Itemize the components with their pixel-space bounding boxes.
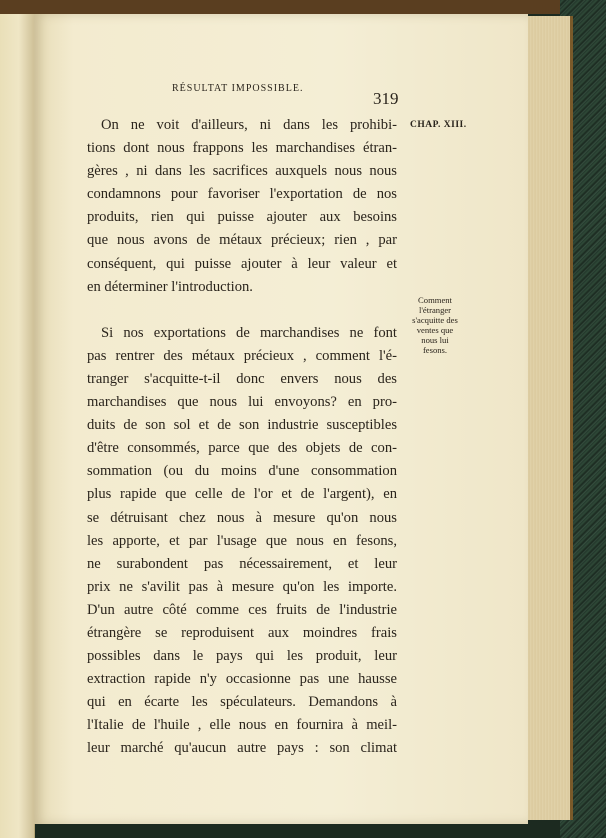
text-line: que nous avons de métaux précieux; rien , par <box>87 232 397 249</box>
body-text <box>87 114 397 761</box>
text-line: ne surabondent pas nécessairement, et leur <box>87 555 397 572</box>
text-line: prix ne s'avilit pas à mesure qu'on les importe. <box>87 578 397 595</box>
text-line: condamnons pour favoriser l'exportation de nos <box>87 186 397 203</box>
text-line: Si nos exportations de marchandises ne font <box>101 324 397 341</box>
side-chapter-label: CHAP. XIII. <box>410 120 467 130</box>
text-line: se détruisant chez nous à mesure qu'on nous <box>87 509 397 526</box>
text-line: D'un autre côté comme ces fruits de l'industrie <box>87 601 397 618</box>
marginal-note-line: Comment <box>418 295 452 305</box>
text-line: l'Italie de l'huile , elle nous en fournira à meil- <box>87 717 397 734</box>
text-line: gères , ni dans les sacrifices auxquels nous nous <box>87 163 397 180</box>
marginal-note-line: s'acquitte des <box>412 315 458 325</box>
text-line: d'être consommés, parce que des objets de con- <box>87 440 397 457</box>
text-line: qui en écarte les spéculateurs. Demandons à <box>87 694 397 711</box>
text-line: tions dont nous frappons les marchandises étran- <box>87 140 397 157</box>
facing-page-edge <box>0 14 35 838</box>
text-line: en déterminer l'introduction. <box>87 278 253 295</box>
text-line: tranger s'acquitte-t-il donc envers nous des <box>87 370 397 387</box>
marginal-note-line: ventes que <box>416 325 454 335</box>
book-cover-edge <box>0 0 560 14</box>
marginal-note <box>400 295 470 355</box>
marginal-note-line: nous lui <box>421 335 449 345</box>
text-line: sommation (ou du moins d'une consommation <box>87 463 397 480</box>
text-line: conséquent, qui puisse ajouter à leur valeur et <box>87 255 397 272</box>
text-line: plus rapide que celle de l'or et de l'argent), en <box>87 486 397 503</box>
text-line: produits, rien qui puisse ajouter aux besoins <box>87 209 397 226</box>
text-line: pas rentrer des métaux précieux , comment l'é- <box>87 347 397 364</box>
text-line: duits de son sol et de son industrie susceptibles <box>87 417 397 434</box>
text-line: les apporte, et par l'usage que nous en fesons, <box>87 532 397 549</box>
text-line: extraction rapide n'y occasionne pas une hausse <box>87 671 397 688</box>
text-line: étrangère se reproduisent aux moindres frais <box>87 624 397 641</box>
running-head: RÉSULTAT IMPOSSIBLE. <box>172 83 304 94</box>
marginal-note-line: fesons. <box>422 345 448 355</box>
page-number: 319 <box>373 89 399 108</box>
paragraph-gap <box>87 299 397 322</box>
text-line: marchandises que nous lui envoyons? en pro- <box>87 394 397 411</box>
paragraph <box>87 114 397 299</box>
text-line: leur marché qu'aucun autre pays : son climat <box>87 740 397 757</box>
marginal-note-line: l'étranger <box>418 305 452 315</box>
paragraph <box>87 322 397 761</box>
text-line: On ne voit d'ailleurs, ni dans les prohibi- <box>101 117 397 133</box>
text-line: possibles dans le pays qui les produit, leur <box>87 648 397 665</box>
